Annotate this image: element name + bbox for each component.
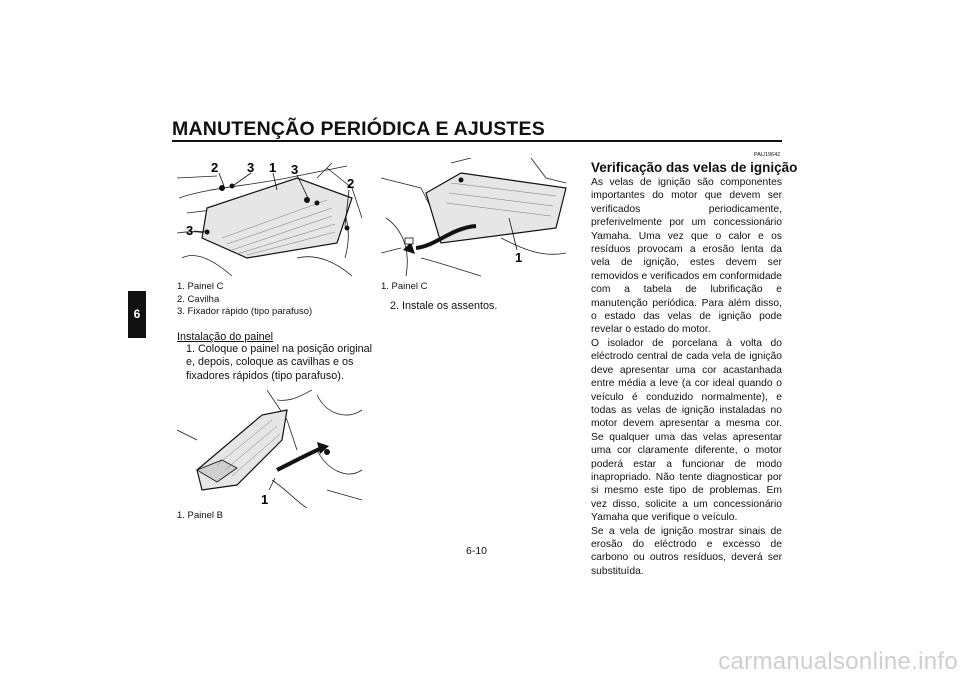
figure-1-illustration [177,158,367,278]
spark-plug-text [591,176,782,578]
spark-plug-heading: Verificação das velas de ignição [591,160,798,175]
figure-3-callout: 1 [515,250,523,265]
install-step-2: 2. Instale os assentos. [390,300,498,312]
caption-line: 1. Painel B [177,510,223,521]
figure-3-caption [381,281,427,294]
figure-panel-c-install [381,158,572,278]
title-rule [172,140,782,142]
figure-1-callout: 2 [347,176,355,191]
install-step-1: 1. Coloque o painel na posição original e, depois, coloque as cavilhas e os fixadores rápidos (tipo parafuso). [186,343,373,382]
figure-3-illustration [381,158,572,278]
figure-2-illustration [177,390,367,508]
install-panel-heading: Instalação do painel [177,331,274,343]
section-code: PAU19642 [754,152,781,158]
figure-1-callout: 3 [247,160,255,175]
footer-watermark: carmanualsonline.info [718,648,958,675]
caption-line: 1. Painel C [381,281,428,292]
paragraph: Se a vela de ignição mostrar sinais de erosão do eléctrodo e excesso de carbono ou outros resíduos, deverá ser substituída. [591,525,782,577]
figure-panel-c-removal [177,158,367,278]
paragraph: As velas de ignição são componentes importantes do motor que devem ser verificados periodicamente, preferivelmente por um concessionário Yamaha. Uma vez que o calor e os resíduos provocam a erosão lenta da vela de ignição, estes devem ser removidos e verificados em conformidade com a tabela de lubrificação e manutenção periódica. Para além disso, o estado das velas de ignição pode revelar o estado do motor. [591,177,782,336]
figure-panel-b-install [177,390,367,508]
figure-1-caption [177,281,312,319]
paragraph: O isolador de porcelana à volta do eléctrodo central de cada vela de ignição deve apresentar uma cor acastanhada entre média a leve (a cor ideal quando o veículo é conduzido normalmente), e todas as velas de ignição instaladas no motor devem apresentar a mesma cor. Se qualquer uma das velas apresentar uma cor claramente diferente, o motor poderá estar a funcionar de modo inapropriado. Não tente diagnosticar por si mesmo este tipo de problemas. Em vez disso, solicite a um concessionário Yamaha que verifique o veículo. [591,337,782,524]
caption-line: 1. Painel C [177,281,224,292]
figure-1-callout: 1 [269,160,277,175]
figure-2-caption [177,510,223,523]
figure-1-callout: 3 [291,162,299,177]
chapter-tab: 6 [128,291,146,338]
caption-line: 3. Fixador rápido (tipo parafuso) [177,306,313,317]
page-title: MANUTENÇÃO PERIÓDICA E AJUSTES [172,118,545,140]
figure-1-callout: 2 [211,160,219,175]
figure-2-callout: 1 [261,492,269,507]
figure-1-callout: 3 [186,223,194,238]
page-number: 6-10 [466,545,488,557]
caption-line: 2. Cavilha [177,293,220,305]
